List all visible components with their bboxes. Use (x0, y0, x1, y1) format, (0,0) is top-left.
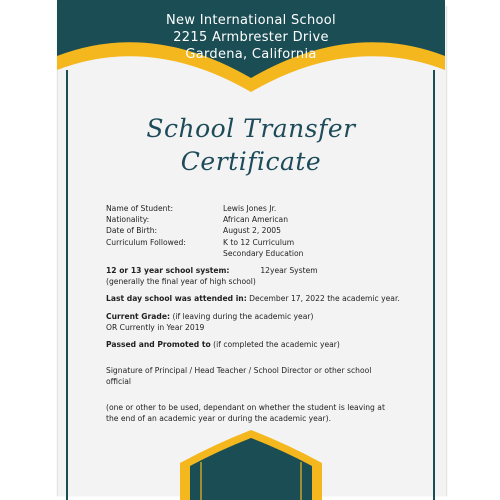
field-label: Date of Birth: (106, 226, 158, 236)
field-value: K to 12 Curriculum (223, 237, 295, 247)
field-label: Curriculum Followed: (106, 237, 186, 247)
last-day-value: December 17, 2022 the academic year. (249, 294, 400, 304)
school-name: New International School (166, 13, 336, 28)
school-system-note: (generally the final year of high school) (106, 277, 256, 287)
footnote-line: (one or other to be used, dependant on whether the student is leaving at (106, 402, 385, 412)
school-header (57, 12, 445, 63)
field-row (106, 203, 416, 214)
school-system-value: 12year System (260, 266, 318, 276)
signature-line: Signature of Principal / Head Teacher / School Director or other school (106, 366, 372, 376)
certificate-title-line2: Certificate (180, 147, 322, 176)
field-row (106, 214, 416, 225)
school-city: Gardena, California (185, 47, 317, 62)
school-address: 2215 Armbrester Drive (173, 30, 329, 45)
current-grade-line (106, 311, 416, 322)
field-value: Lewis Jones Jr. (223, 204, 277, 213)
certificate-title-line1: School Transfer (146, 114, 356, 143)
signature-line-2: official (106, 377, 132, 387)
field-row (106, 237, 416, 248)
certificate-body (106, 203, 416, 424)
current-grade-value: (if leaving during the academic year) (172, 311, 314, 321)
current-grade-label: Current Grade: (106, 311, 171, 321)
field-value: African American (223, 215, 289, 225)
passed-value: (if completed the academic year) (213, 340, 340, 350)
current-year-line: OR Currently in Year 2019 (106, 322, 205, 332)
field-value: August 2, 2005 (223, 226, 281, 236)
field-row (106, 248, 416, 259)
field-value: Secondary Education (223, 248, 304, 258)
last-day-line (106, 293, 416, 304)
field-label: Nationality: (106, 215, 150, 225)
passed-label: Passed and Promoted to (106, 340, 211, 350)
school-system-label: 12 or 13 year school system: (106, 266, 230, 276)
field-row (106, 225, 416, 236)
bottom-teal-ribbon (190, 438, 312, 500)
school-system-line (106, 265, 416, 276)
footnote-line-2: the end of an academic year or during the academic year). (106, 413, 331, 423)
passed-line (106, 339, 416, 350)
last-day-label: Last day school was attended in: (106, 294, 247, 304)
field-label (106, 248, 223, 259)
field-label: Name of Student: (106, 204, 174, 213)
